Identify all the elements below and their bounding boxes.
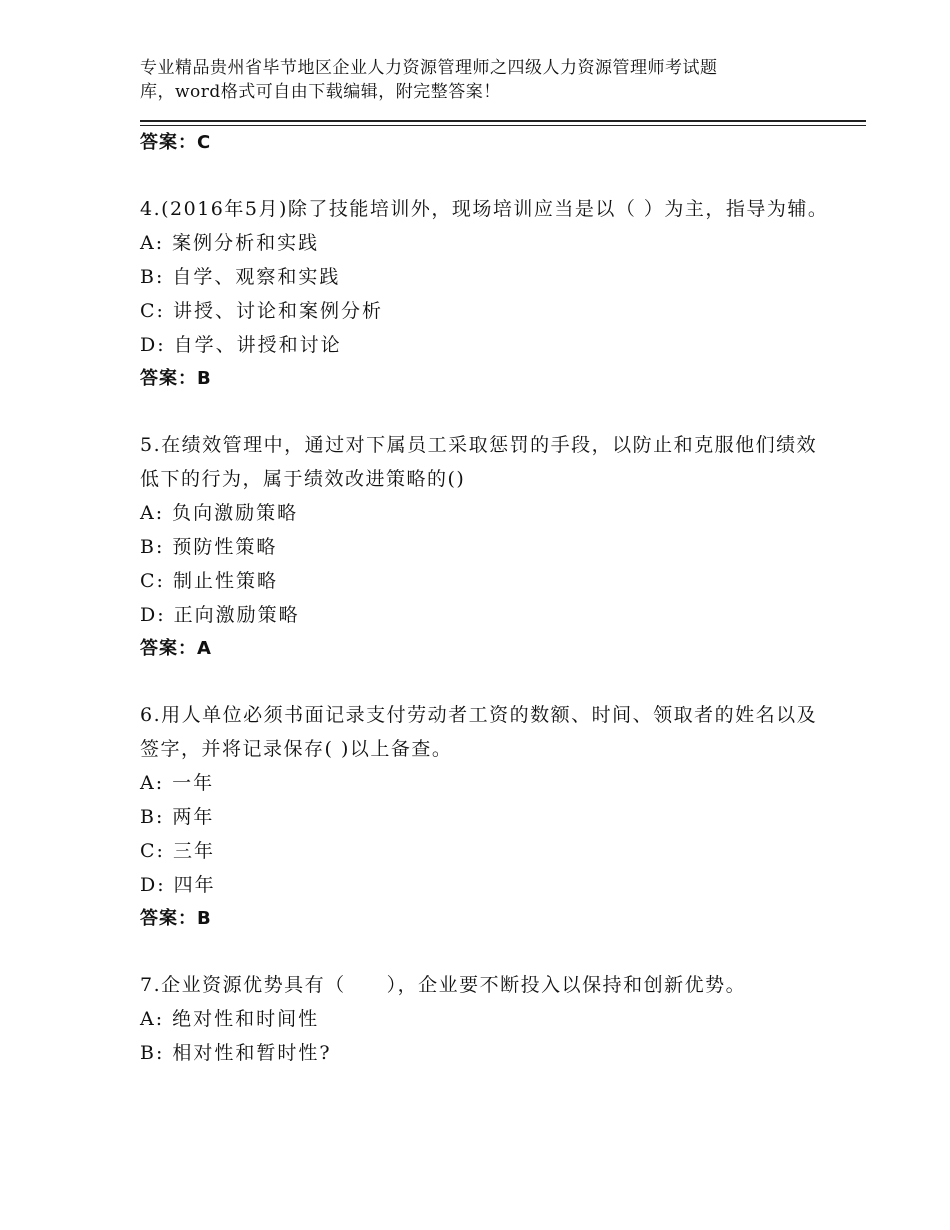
- option-b: B: 两年: [140, 806, 215, 828]
- question-stem: 7.企业资源优势具有（ ），企业要不断投入以保持和创新优势。: [140, 974, 747, 996]
- document-content: [140, 126, 830, 1070]
- answer-line: 答案：B: [140, 368, 212, 389]
- option-c: C: 讲授、讨论和案例分析: [140, 300, 383, 322]
- option-b: B: 自学、观察和实践: [140, 266, 341, 288]
- answer-line: 答案：B: [140, 908, 212, 929]
- answer-line: 答案：C: [140, 132, 212, 153]
- option-a: A: 绝对性和时间性: [140, 1008, 320, 1030]
- header-line-2: 库，word格式可自由下载编辑，附完整答案！: [140, 82, 501, 102]
- header-rule-thick: [140, 120, 866, 122]
- option-b: B: 相对性和暂时性?: [140, 1042, 332, 1064]
- question-block-5: [140, 428, 830, 666]
- question-block-6: [140, 698, 830, 936]
- document-header: [140, 56, 840, 104]
- question-stem: 5.在绩效管理中，通过对下属员工采取惩罚的手段，以防止和克服他们绩效低下的行为，属于绩效改进策略的(): [140, 434, 818, 490]
- option-c: C: 三年: [140, 840, 215, 862]
- option-a: A: 一年: [140, 772, 215, 794]
- option-d: D: 正向激励策略: [140, 604, 300, 626]
- question-block-4: [140, 192, 830, 396]
- option-b: B: 预防性策略: [140, 536, 278, 558]
- option-a: A: 案例分析和实践: [140, 232, 320, 254]
- header-line-1: 专业精品贵州省毕节地区企业人力资源管理师之四级人力资源管理师考试题: [140, 58, 718, 78]
- question-stem: 4.(2016年5月)除了技能培训外，现场培训应当是以（ ）为主，指导为辅。: [140, 198, 829, 220]
- option-d: D: 自学、讲授和讨论: [140, 334, 342, 356]
- option-a: A: 负向激励策略: [140, 502, 299, 524]
- question-stem: 6.用人单位必须书面记录支付劳动者工资的数额、时间、领取者的姓名以及签字，并将记录保存( )以上备查。: [140, 704, 818, 760]
- option-c: C: 制止性策略: [140, 570, 278, 592]
- option-d: D: 四年: [140, 874, 216, 896]
- question-block-7: [140, 968, 830, 1070]
- answer-line: 答案：A: [140, 638, 212, 659]
